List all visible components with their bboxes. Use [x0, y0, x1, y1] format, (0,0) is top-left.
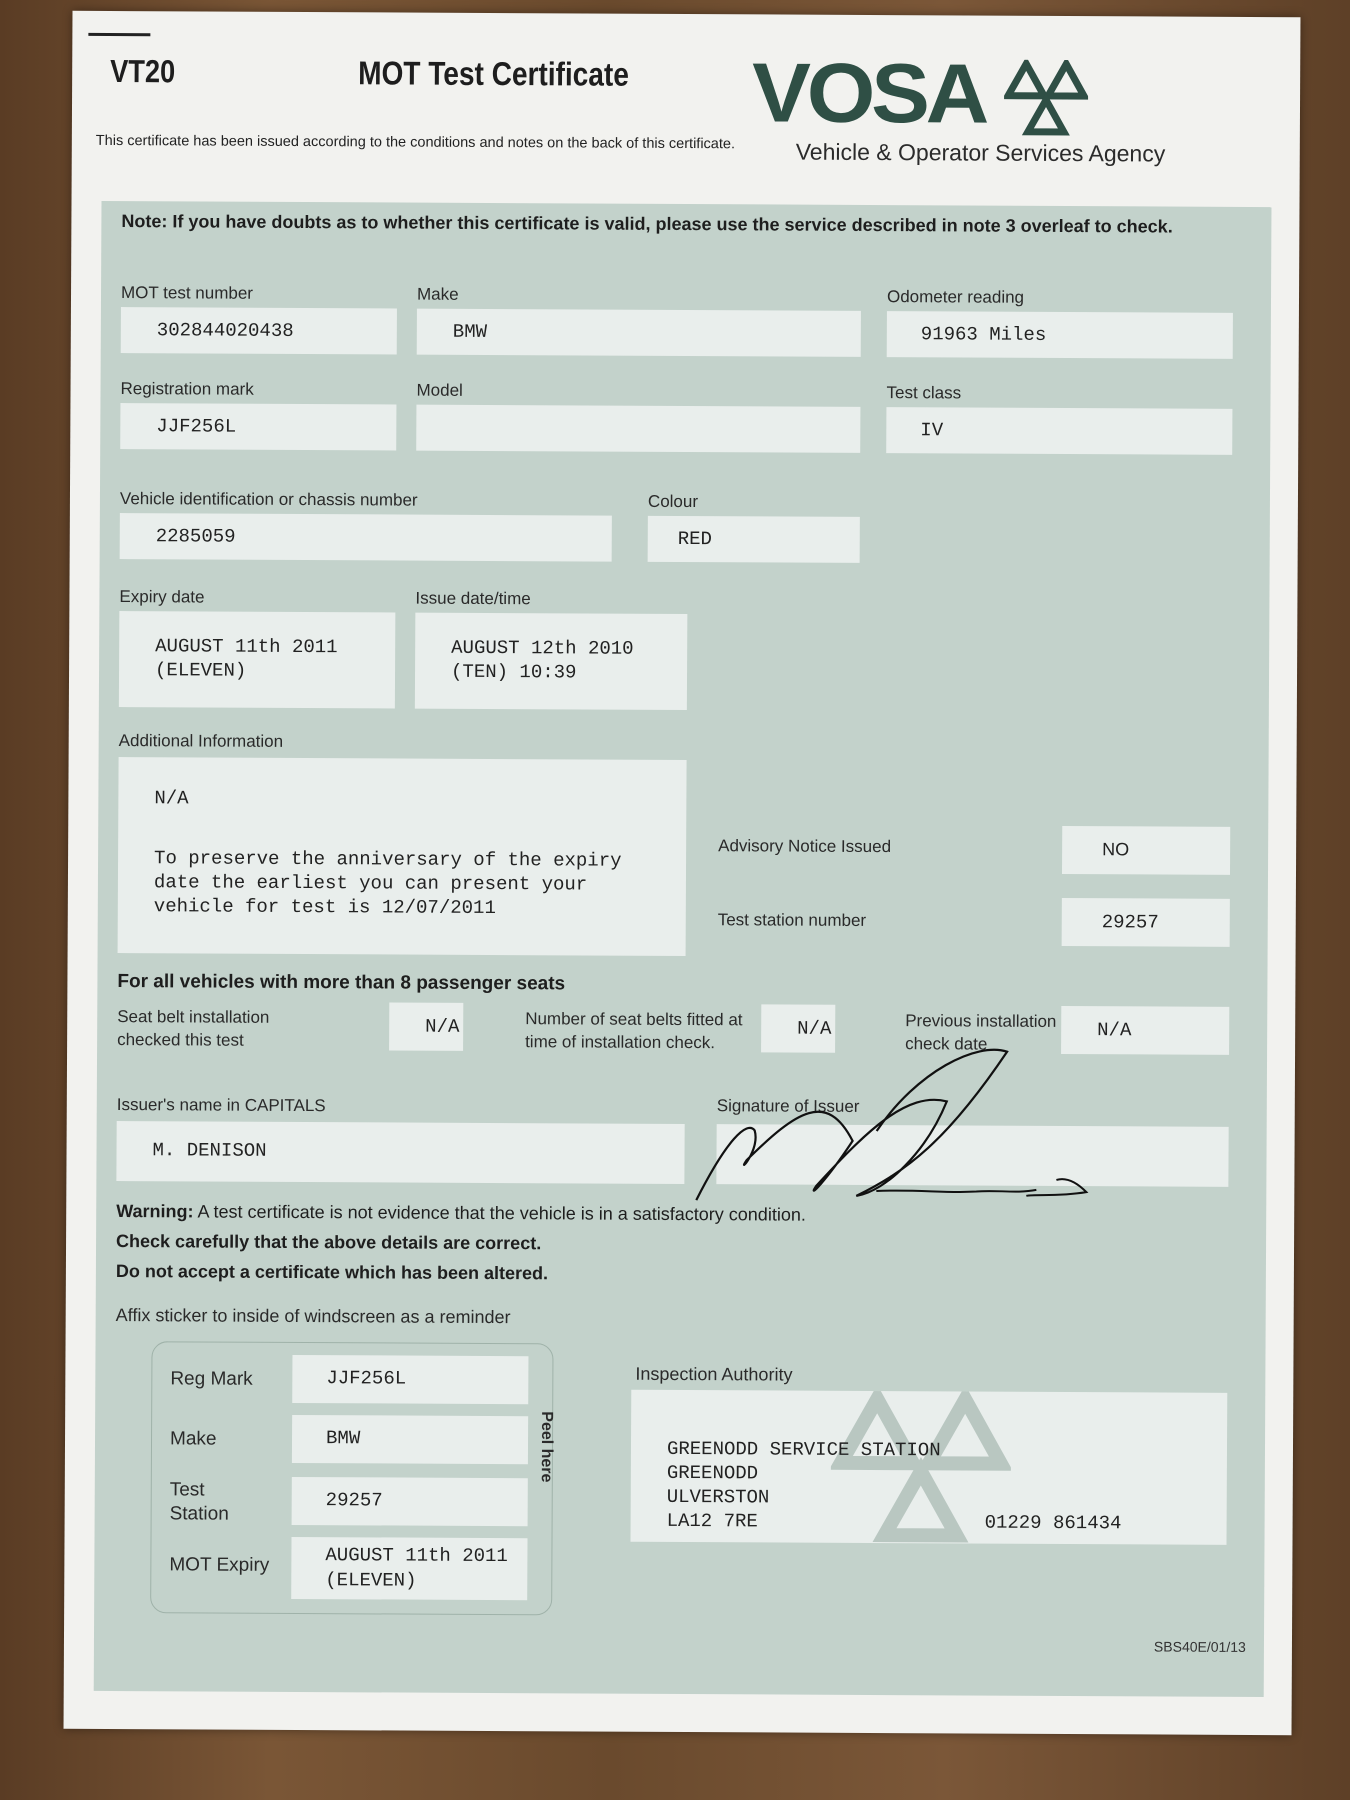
odometer-field	[887, 311, 1233, 359]
prev-install-label-line1: Previous installation	[905, 1011, 1057, 1031]
issuer-name-field	[116, 1121, 684, 1184]
warning-prefix: Warning:	[116, 1201, 194, 1222]
expiry-field	[119, 611, 395, 708]
sticker-expiry-line2: (ELEVEN)	[325, 1569, 417, 1592]
registration-field	[120, 403, 396, 450]
additional-line4: vehicle for test is 12/07/2011	[153, 895, 496, 920]
altered-warning-text: Do not accept a certificate which has been altered.	[115, 1261, 549, 1284]
issue-line1: AUGUST 12th 2010	[451, 636, 634, 660]
sticker-expiry-field	[291, 1537, 527, 1600]
colour-value: RED	[677, 527, 713, 551]
issue-line2: (TEN) 10:39	[450, 660, 577, 684]
num-belts-label-line1: Number of seat belts fitted at	[525, 1009, 743, 1030]
certificate-panel	[94, 201, 1272, 1697]
windscreen-sticker[interactable]	[150, 1341, 556, 1615]
additional-label: Additional Information	[118, 731, 284, 751]
prev-install-value: N/A	[1097, 1019, 1132, 1042]
mot-test-number-value: 302844020438	[156, 319, 294, 342]
inspection-authority-field	[630, 1390, 1227, 1545]
authority-line2: GREENODD	[666, 1461, 759, 1485]
num-belts-label-line2: time of installation check.	[525, 1032, 716, 1053]
test-station-value: 29257	[1101, 911, 1159, 934]
additional-line3: date the earliest you can present your	[153, 871, 588, 896]
additional-line1: N/A	[154, 787, 189, 810]
registration-value: JJF256L	[156, 415, 237, 438]
advisory-field	[1062, 826, 1230, 875]
authority-line4: LA12 7RE	[666, 1509, 758, 1533]
certificate-title: MOT Test Certificate	[358, 54, 629, 93]
inspection-authority-label: Inspection Authority	[635, 1363, 793, 1385]
model-field	[416, 405, 860, 453]
registration-label: Registration mark	[120, 379, 254, 399]
seat-belt-label-line2: checked this test	[117, 1030, 244, 1050]
test-class-field	[886, 407, 1232, 455]
make-field	[417, 309, 861, 357]
footer-code: SBS40E/01/13	[1153, 1638, 1246, 1655]
sticker-reg-value: JJF256L	[326, 1367, 407, 1390]
authority-line1: GREENODD SERVICE STATION	[666, 1437, 941, 1462]
model-label: Model	[416, 380, 463, 400]
issued-note: This certificate has been issued according to the conditions and notes on the back of this certificate.	[95, 132, 736, 153]
test-class-value: IV	[920, 419, 944, 442]
num-belts-value: N/A	[797, 1017, 832, 1040]
sticker-expiry-label: MOT Expiry	[169, 1554, 270, 1576]
warning-text: A test certificate is not evidence that the vehicle is in a satisfactory condition.	[197, 1201, 806, 1225]
seat-belt-label	[117, 1005, 269, 1052]
passenger-heading: For all vehicles with more than 8 passenger seats	[117, 971, 566, 995]
issue-field	[415, 613, 687, 710]
agency-name: Vehicle & Operator Services Agency	[795, 138, 1166, 167]
sticker-instruction: Affix sticker to inside of windscreen as a reminder	[115, 1305, 511, 1328]
odometer-label: Odometer reading	[886, 287, 1025, 307]
seat-belt-label-line1: Seat belt installation	[117, 1007, 270, 1027]
test-station-label: Test station number	[717, 910, 867, 930]
expiry-line2: (ELEVEN)	[154, 659, 247, 682]
warning-line	[116, 1201, 806, 1226]
sticker-station-value: 29257	[325, 1489, 383, 1512]
additional-field	[118, 757, 687, 956]
sticker-make-value: BMW	[325, 1427, 361, 1450]
sticker-station-field	[292, 1477, 528, 1526]
sticker-station-label	[170, 1478, 229, 1526]
authority-phone: 01229 861434	[984, 1511, 1122, 1535]
make-label: Make	[416, 284, 459, 304]
seat-belt-field	[389, 1002, 463, 1050]
vin-label: Vehicle identification or chassis number	[119, 489, 418, 510]
authority-line3: ULVERSTON	[666, 1485, 770, 1509]
additional-line2: To preserve the anniversary of the expiry	[154, 847, 622, 872]
colour-label: Colour	[647, 491, 699, 512]
signature-scribble	[676, 1017, 1107, 1212]
sticker-reg-field	[292, 1355, 528, 1404]
sticker-make-field	[292, 1415, 528, 1464]
sticker-station-label-line1: Test	[169, 1479, 205, 1501]
expiry-line1: AUGUST 11th 2011	[155, 635, 338, 659]
advisory-value: NO	[1102, 839, 1130, 860]
issuer-name-label: Issuer's name in CAPITALS	[116, 1095, 326, 1116]
issuer-name-value: M. DENISON	[152, 1139, 267, 1162]
advisory-label: Advisory Notice Issued	[718, 836, 892, 857]
sticker-reg-label: Reg Mark	[170, 1368, 253, 1390]
issue-label: Issue date/time	[415, 588, 531, 609]
signature-label: Signature of Issuer	[716, 1096, 860, 1116]
seat-belt-value: N/A	[425, 1015, 460, 1038]
mot-test-number-field	[121, 307, 397, 354]
header-rule	[88, 33, 150, 36]
certificate-paper	[64, 11, 1301, 1735]
form-code: VT20	[110, 52, 176, 90]
test-class-label: Test class	[886, 383, 962, 403]
sticker-expiry-line1: AUGUST 11th 2011	[325, 1544, 508, 1568]
sticker-station-label-line2: Station	[169, 1503, 229, 1525]
vin-field	[120, 513, 612, 562]
check-details-text: Check carefully that the above details are correct.	[116, 1231, 542, 1254]
odometer-value: 91963 Miles	[920, 323, 1047, 346]
validity-note: Note: If you have doubts as to whether this certificate is valid, please use the service described in note 3 overleaf to check.	[121, 211, 1173, 237]
mot-triangles-icon	[1004, 60, 1088, 136]
sticker-make-label: Make	[169, 1428, 217, 1450]
test-station-field	[1062, 898, 1230, 947]
vin-value: 2285059	[155, 525, 236, 548]
mot-test-number-label: MOT test number	[120, 283, 254, 303]
make-value: BMW	[452, 320, 488, 343]
expiry-label: Expiry date	[119, 587, 205, 607]
agency-logo: VOSA	[751, 45, 986, 141]
colour-field	[648, 516, 860, 563]
prev-install-label-line2: check date	[905, 1034, 988, 1054]
peel-here-label: Peel here	[537, 1411, 556, 1483]
